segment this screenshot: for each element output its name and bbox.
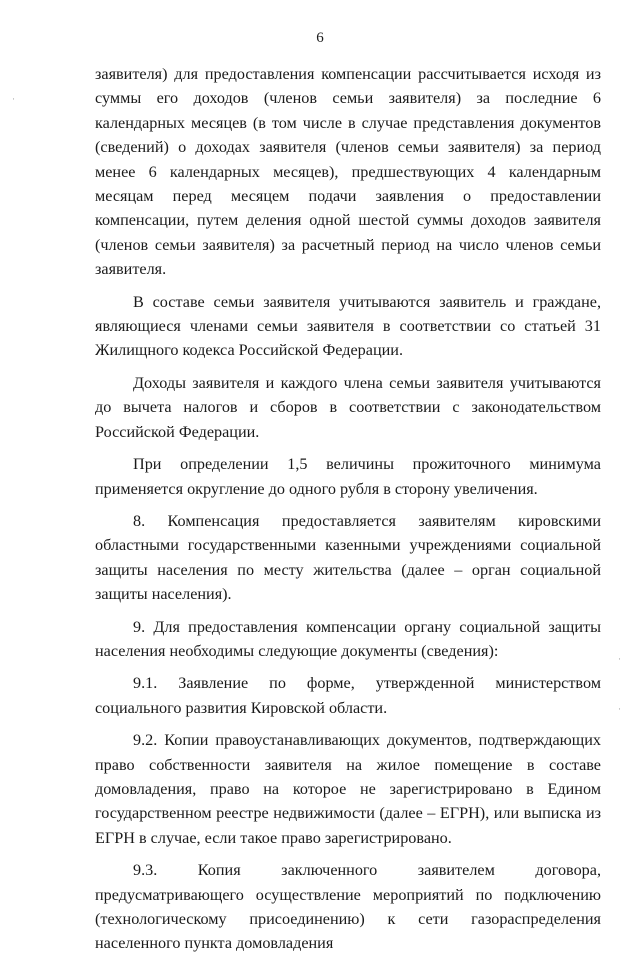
paragraph-clause-9-3: 9.3. Копия заключенного заявителем договора, предусматривающего осуществление мероприятий по подключению (технологическому присоединению) к сети газораспределения населенного пункта домовладения (95, 861, 601, 953)
paragraph-clause-9: 9. Для предоставления компенсации органу социальной защиты населения необходимы следующие документы (сведения): (95, 617, 601, 660)
paragraph-clause-9-2: 9.2. Копии правоустанавливающих документов, подтверждающих право собственности заявителя на жилое помещение в составе домовладения, право на которое не зарегистрировано в Едином государственном реестре недвижимости (далее – ЕГРН), или выписка из ЕГРН в случае, если такое право зарегистрировано. (95, 731, 601, 847)
paragraph-clause-8: 8. Компенсация предоставляется заявителям кировскими областными государственными казенными учреждениями социальной защиты населения по месту жительства (далее – орган социальной защиты населения). (95, 511, 601, 604)
paragraph-income-calculation: заявителя) для предоставления компенсации рассчитывается исходя из суммы его доходов (членов семьи заявителя) за последние 6 календарных месяцев (в том числе в случае представления документов (сведений) о доходах заявителя (членов семьи заявителя) за период менее 6 календарных месяцев), предшествующих 4 календарным месяцам перед месяцем подачи заявления о предоставлении компенсации, путем деления одной шестой суммы доходов заявителя (членов семьи заявителя) за расчетный период на число членов семьи заявителя. (95, 65, 601, 279)
document-body (95, 62, 601, 964)
paragraph-family-composition: В составе семьи заявителя учитываются заявитель и граждане, являющиеся членами семьи заявителя в соответствии со статьей 31 Жилищного кодекса Российской Федерации. (95, 292, 601, 360)
scan-speck: · (618, 654, 621, 664)
page-number: 6 (316, 30, 324, 46)
paragraph-rounding-rule: При определении 1,5 величины прожиточного минимума применяется округление до одного рубля в сторону увеличения. (95, 455, 601, 498)
paragraph-income-before-taxes: Доходы заявителя и каждого члена семьи заявителя учитываются до вычета налогов и сборов в соответствии с законодательством Российской Федерации. (95, 373, 601, 441)
scan-speck: · (12, 94, 15, 104)
paragraph-clause-9-1: 9.1. Заявление по форме, утвержденной министерством социального развития Кировской области. (95, 674, 601, 717)
scan-speck: · (618, 704, 621, 714)
